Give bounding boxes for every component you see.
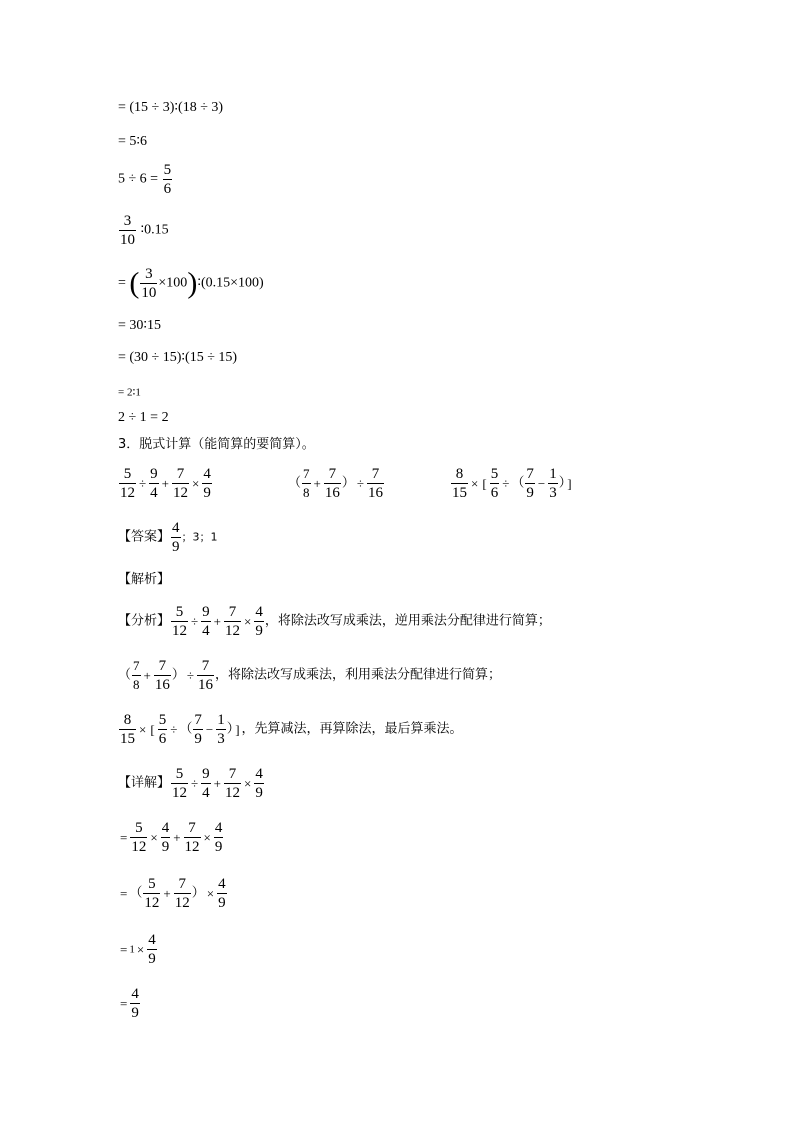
answer-label: 【答案】: [118, 529, 171, 545]
analysis-line-1: [118, 604, 551, 639]
fraction: $\frac{4}{9}$: [161, 820, 170, 855]
step-line-6: [118, 318, 161, 334]
left-paren: （: [511, 475, 525, 491]
times-sign: ×: [206, 885, 215, 901]
left-paren: （: [288, 475, 302, 491]
plus-sign: +: [173, 829, 181, 845]
detail-label: 【详解】: [118, 775, 171, 791]
detail-line-2: [118, 820, 224, 855]
divide-sign: ÷: [502, 475, 510, 491]
times-sign: ×: [203, 829, 211, 845]
step-line-3: [118, 162, 173, 197]
step-text: = 2∶1: [118, 386, 141, 399]
fraction: $\frac{5}{6}$: [158, 712, 167, 747]
fraction: $\frac{5}{6}$: [490, 466, 499, 501]
plus-sign: +: [163, 885, 171, 901]
fraction: $\frac{4}{9}$: [255, 604, 263, 639]
fraction: $\frac{5}{12}$: [172, 604, 188, 639]
plus-sign: +: [161, 475, 169, 491]
detail-line-5: [118, 986, 141, 1021]
detail-line-1: [118, 766, 265, 801]
step-line-4: [118, 213, 169, 248]
equals-sign: =: [118, 275, 126, 291]
fraction: $\frac{5}{6}$: [163, 162, 172, 197]
plus-sign: +: [213, 613, 221, 629]
fraction: $\frac{5}{12}$: [172, 766, 188, 801]
answer-line: [118, 520, 218, 555]
right-bracket: ]: [567, 475, 572, 491]
equals-sign: =: [120, 829, 128, 845]
step-line-7: [118, 350, 237, 366]
right-paren: ）: [558, 475, 566, 491]
expression-1: [118, 466, 213, 501]
divide-sign: ÷: [139, 475, 147, 491]
fraction: $\frac{4}{9}$: [131, 986, 139, 1021]
fraction: $\frac{5}{12}$: [131, 820, 147, 855]
fraction: $\frac{8}{15}$: [120, 712, 135, 747]
fraction: $\frac{3}{10}$: [120, 213, 135, 248]
right-paren: ）: [171, 667, 185, 683]
fraction: $\frac{8}{15}$: [452, 466, 467, 501]
step-line-9: [118, 410, 169, 426]
answer-text: ；3；1: [181, 530, 218, 544]
step-line-5: [118, 266, 264, 301]
times-sign: ×: [244, 613, 252, 629]
times-sign: ×: [191, 475, 200, 491]
big-right-paren: ): [187, 266, 198, 300]
big-left-paren: (: [129, 266, 140, 300]
expression-2: [288, 466, 385, 501]
step-text: = 30∶15: [118, 318, 162, 333]
times-sign: ×: [471, 475, 479, 491]
right-bracket: ]: [235, 721, 240, 737]
analysis-line-2: [118, 658, 501, 693]
fraction: $\frac{1}{3}$: [217, 712, 225, 747]
step-text: = 5∶6: [118, 134, 148, 149]
fraction: $\frac{7}{9}$: [194, 712, 202, 747]
plus-sign: +: [313, 475, 321, 491]
left-paren: （: [179, 721, 193, 737]
fraction: $\frac{7}{12}$: [184, 820, 200, 855]
fraction: $\frac{4}{9}$: [172, 520, 180, 555]
question-title: 3．脱式计算（能简算的要简算）。: [118, 437, 315, 452]
equals-sign: =: [120, 995, 128, 1011]
fraction: $\frac{4}{9}$: [148, 932, 156, 967]
fraction: $\frac{4}{9}$: [255, 766, 263, 801]
divide-sign: ÷: [356, 475, 365, 491]
step-text: = (30 ÷ 15)∶(15 ÷ 15): [118, 350, 238, 365]
fraction: $\frac{7}{16}$: [368, 466, 384, 501]
plus-sign: +: [213, 775, 221, 791]
fraction: $\frac{4}{9}$: [214, 820, 223, 855]
fraction: $\frac{7}{16}$: [324, 466, 340, 501]
step-line-1: [118, 100, 223, 116]
analysis-text: ，将除法改写成乘法，逆用乘法分配律进行简算；: [264, 613, 551, 629]
fraction: $\frac{4}{9}$: [218, 876, 226, 911]
step-line-8: [118, 384, 141, 400]
plus-sign: +: [143, 667, 151, 683]
number-one: 1: [129, 943, 135, 956]
fraction: $\frac{3}{10}$: [141, 266, 157, 301]
fraction: $\frac{7}{12}$: [174, 876, 190, 911]
equals-sign: =: [120, 941, 128, 957]
fenxi-label: 【分析】: [118, 613, 171, 629]
minus-sign: −: [205, 721, 214, 737]
detail-line-3: [118, 876, 228, 911]
fraction: $\frac{9}{4}$: [202, 766, 210, 801]
analysis-line-3: [118, 712, 463, 747]
analysis-text: ，将除法改写成乘法，利用乘法分配律进行简算；: [215, 667, 502, 683]
fraction: $\frac{7}{8}$: [133, 658, 140, 692]
detail-line-4: [118, 932, 158, 967]
fraction: $\frac{5}{12}$: [144, 876, 160, 911]
right-paren: ）: [341, 475, 355, 491]
fraction: $\frac{7}{16}$: [198, 658, 214, 693]
step-text: ∶0.15: [140, 222, 169, 238]
times-sign: ×: [139, 721, 147, 737]
times-sign: ×: [150, 829, 158, 845]
right-paren: ）: [191, 885, 205, 901]
minus-sign: −: [537, 475, 546, 491]
left-bracket: [: [482, 475, 487, 491]
left-bracket: [: [150, 721, 155, 737]
fraction: $\frac{4}{9}$: [203, 466, 211, 501]
times-sign: ×: [136, 941, 145, 957]
step-text: ∶(0.15×100): [197, 275, 264, 291]
divide-sign: ÷: [191, 775, 199, 791]
right-paren: ）: [226, 721, 234, 737]
fraction: $\frac{7}{12}$: [172, 466, 188, 501]
analysis-text: ，先算减法，再算除法，最后算乘法。: [241, 721, 463, 737]
step-text: 5 ÷ 6 =: [118, 171, 159, 187]
step-text: ×100: [158, 275, 188, 291]
fraction: $\frac{7}{12}$: [225, 766, 240, 801]
divide-sign: ÷: [170, 721, 178, 737]
divide-sign: ÷: [191, 613, 199, 629]
fraction: $\frac{9}{4}$: [150, 466, 158, 501]
times-sign: ×: [244, 775, 252, 791]
step-text: 2 ÷ 1 = 2: [118, 410, 169, 425]
fraction: $\frac{7}{12}$: [225, 604, 240, 639]
left-paren: （: [129, 885, 143, 901]
step-text: = (15 ÷ 3)∶(18 ÷ 3): [118, 100, 224, 115]
equals-sign: =: [120, 885, 128, 901]
analysis-label: 【解析】: [118, 572, 171, 587]
fraction: $\frac{7}{8}$: [303, 466, 310, 500]
fraction: $\frac{1}{3}$: [549, 466, 557, 501]
step-line-2: [118, 134, 147, 150]
fraction: $\frac{7}{9}$: [526, 466, 534, 501]
expression-3: [450, 466, 574, 501]
fraction: $\frac{5}{12}$: [120, 466, 135, 501]
fraction: $\frac{7}{16}$: [154, 658, 170, 693]
divide-sign: ÷: [186, 667, 195, 683]
fraction: $\frac{9}{4}$: [202, 604, 210, 639]
left-paren: （: [118, 667, 132, 683]
